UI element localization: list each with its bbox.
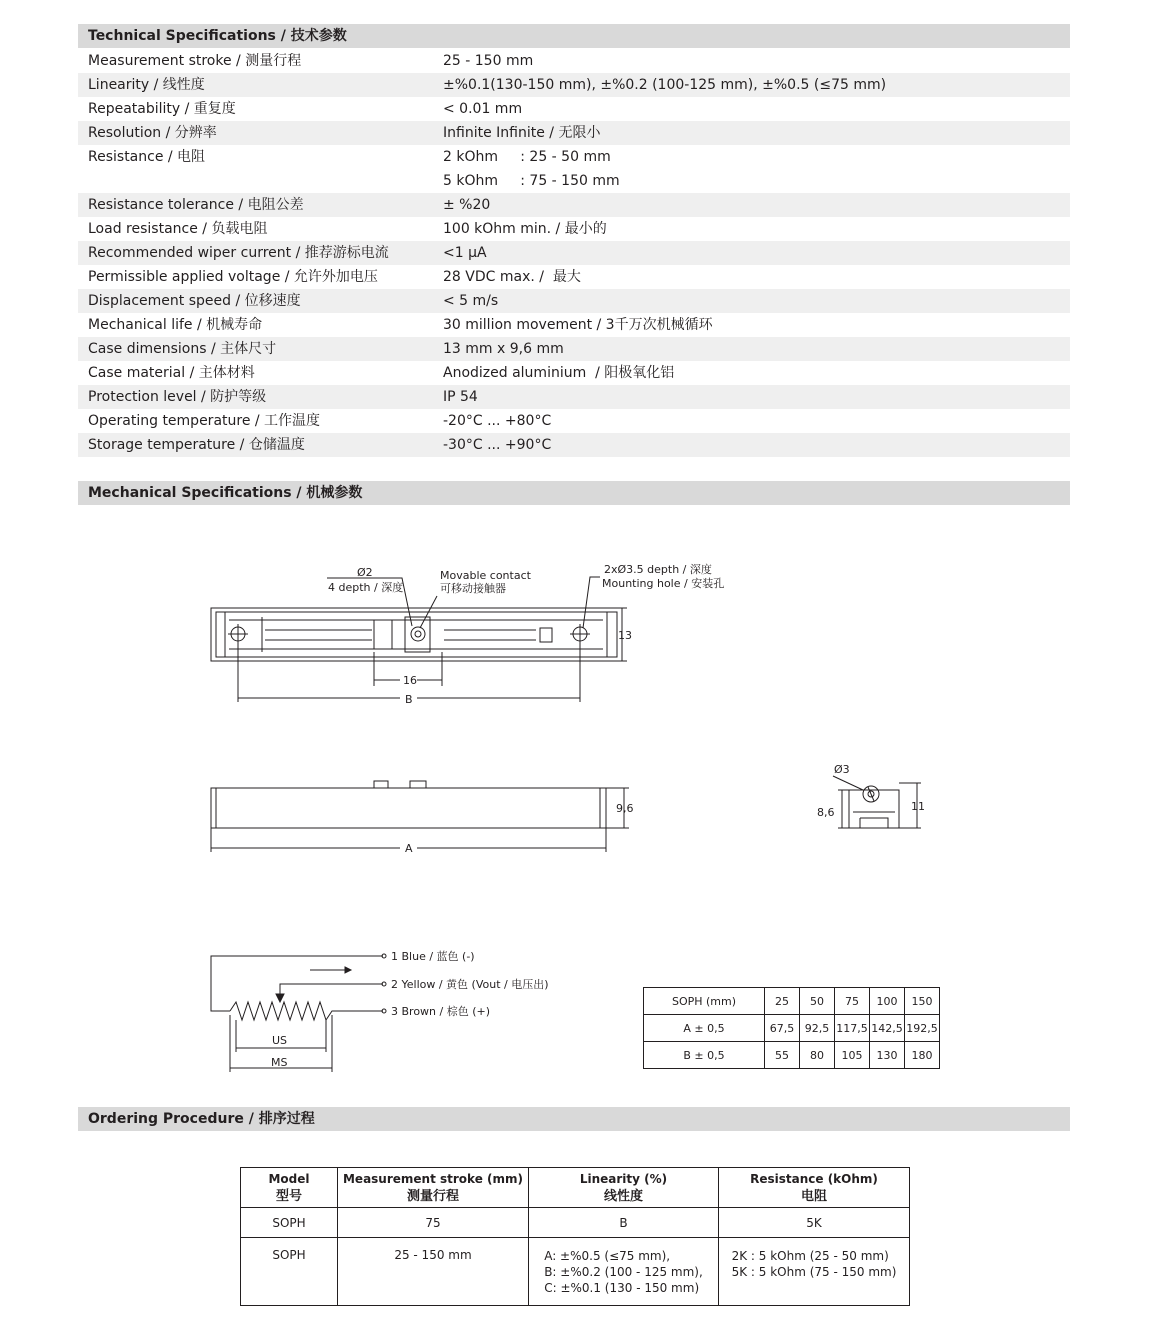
spec-label: Resolution / 分辨率 (88, 125, 217, 141)
spec-value: 25 - 150 mm (443, 53, 534, 69)
dim-table-cell: 80 (800, 1042, 835, 1069)
header-model: Model 型号 (241, 1168, 338, 1208)
options-model: SOPH (241, 1238, 338, 1306)
spec-value: 28 VDC max. / 最大 (443, 269, 581, 285)
dim-13: 13 (618, 629, 632, 642)
dim-table-cell: SOPH (mm) (644, 988, 765, 1015)
spec-value: -30°C ... +90°C (443, 437, 552, 453)
spec-value: 30 million movement / 3千万次机械循环 (443, 317, 713, 333)
label-mounting-hole: Mounting hole / 安装孔 (602, 577, 725, 590)
spec-label: Recommended wiper current / 推荐游标电流 (88, 245, 389, 261)
options-resistance: 2K : 5 kOhm (25 - 50 mm) 5K : 5 kOhm (75 - 150 mm) (719, 1238, 910, 1306)
dim-B: B (405, 693, 413, 706)
spec-value: 13 mm x 9,6 mm (443, 341, 564, 357)
label-movable-contact-cn: 可移动接触器 (440, 582, 506, 595)
dim-A: A (405, 842, 413, 855)
header-stroke: Measurement stroke (mm) 测量行程 (338, 1168, 529, 1208)
dim-table-cell: 150 (905, 988, 940, 1015)
spec-label: Storage temperature / 仓储温度 (88, 437, 305, 453)
dim-table-cell: B ± 0,5 (644, 1042, 765, 1069)
movable-contact (405, 617, 430, 652)
spec-label: Linearity / 线性度 (88, 77, 205, 93)
dim-16: 16 (403, 674, 417, 687)
side-view-body (211, 788, 606, 828)
spec-value: ±%0.1(130-150 mm), ±%0.2 (100-125 mm), ±%0.5 (≤75 mm) (443, 77, 887, 93)
dim-table-row (644, 988, 940, 1015)
dim-table-cell: 50 (800, 988, 835, 1015)
dim-8-6: 8,6 (817, 806, 835, 819)
dim-11: 11 (911, 800, 925, 813)
dim-table-cell: A ± 0,5 (644, 1015, 765, 1042)
spec-label: Resistance / 电阻 (88, 149, 206, 165)
top-view-body (211, 608, 622, 661)
options-linearity: A: ±%0.5 (≤75 mm), B: ±%0.2 (100 - 125 mm), C: ±%0.1 (130 - 150 mm) (529, 1238, 719, 1306)
spec-label: Displacement speed / 位移速度 (88, 293, 301, 309)
example-model: SOPH (241, 1208, 338, 1238)
dim-table-cell: 130 (870, 1042, 905, 1069)
dim-9-6: 9,6 (616, 802, 634, 815)
label-hole-depth: 2xØ3.5 depth / 深度 (604, 563, 712, 576)
dim-US: US (272, 1034, 288, 1047)
example-linearity: B (529, 1208, 719, 1238)
label-movable-contact: Movable contact (440, 569, 531, 582)
spec-value: <1 μA (443, 245, 487, 261)
spec-label: Measurement stroke / 测量行程 (88, 53, 302, 69)
spec-value: < 5 m/s (443, 293, 499, 309)
dim-table-cell: 100 (870, 988, 905, 1015)
spec-value: Anodized aluminium / 阳极氧化铝 (443, 365, 675, 381)
dim-table-cell: 105 (835, 1042, 870, 1069)
resistor-symbol (230, 1002, 342, 1020)
example-stroke: 75 (338, 1208, 529, 1238)
dim-MS: MS (271, 1056, 288, 1069)
spec-value: 100 kOhm min. / 最小的 (443, 221, 607, 237)
dim-table-cell: 25 (765, 988, 800, 1015)
dim-table-cell: 180 (905, 1042, 940, 1069)
spec-label: Repeatability / 重复度 (88, 101, 236, 117)
ordering-procedure-header: Ordering Procedure / 排序过程 (78, 1107, 1070, 1131)
spec-label: Case material / 主体材料 (88, 365, 255, 381)
spec-label: Operating temperature / 工作温度 (88, 413, 321, 429)
wire-blue: 1 Blue / 蓝色 (-) (391, 950, 475, 963)
spec-value: < 0.01 mm (443, 101, 523, 117)
spec-label: Load resistance / 负载电阻 (88, 221, 268, 237)
spec-value: IP 54 (443, 389, 478, 405)
label-d3: Ø3 (834, 763, 850, 776)
dim-table-cell: 142,5 (870, 1015, 905, 1042)
dim-table-cell: 192,5 (905, 1015, 940, 1042)
dim-table-cell: 92,5 (800, 1015, 835, 1042)
wire-brown: 3 Brown / 棕色 (+) (391, 1005, 491, 1018)
spec-value: Infinite Infinite / 无限小 (443, 125, 601, 141)
example-resistance: 5K (719, 1208, 910, 1238)
spec-value: -20°C ... +80°C (443, 413, 552, 429)
ordering-table (240, 1167, 910, 1306)
wire-yellow: 2 Yellow / 黄色 (Vout / 电压出) (391, 978, 549, 991)
dim-table-cell: 117,5 (835, 1015, 870, 1042)
label-d2: Ø2 (357, 566, 373, 579)
dim-table-row (644, 1015, 940, 1042)
label-4-depth: 4 depth / 深度 (328, 581, 404, 594)
spec-label: Protection level / 防护等级 (88, 389, 267, 405)
technical-spec-header: Technical Specifications / 技术参数 (78, 24, 1070, 48)
dim-table-cell: 55 (765, 1042, 800, 1069)
dim-table-cell: 75 (835, 988, 870, 1015)
spec-value: ± %20 (443, 197, 491, 213)
spec-value: 2 kOhm : 25 - 50 mm 5 kOhm : 75 - 150 mm (443, 149, 620, 189)
dimension-table (643, 987, 940, 1069)
options-stroke: 25 - 150 mm (338, 1238, 529, 1306)
spec-label: Permissible applied voltage / 允许外加电压 (88, 269, 378, 285)
dim-table-row (644, 1042, 940, 1069)
dim-table-cell: 67,5 (765, 1015, 800, 1042)
header-resistance: Resistance (kOhm) 电阻 (719, 1168, 910, 1208)
spec-label: Mechanical life / 机械寿命 (88, 317, 263, 333)
spec-label: Resistance tolerance / 电阻公差 (88, 197, 304, 213)
spec-label: Case dimensions / 主体尺寸 (88, 341, 277, 357)
mechanical-spec-header: Mechanical Specifications / 机械参数 (78, 481, 1070, 505)
header-linearity: Linearity (%) 线性度 (529, 1168, 719, 1208)
